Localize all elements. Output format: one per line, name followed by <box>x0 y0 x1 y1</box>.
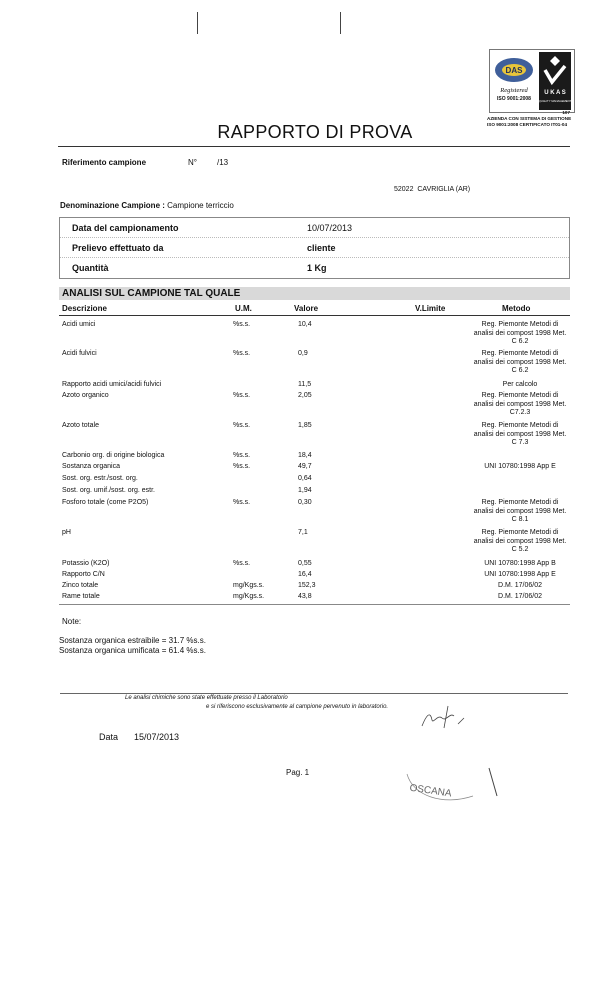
row-description: Rame totale <box>62 593 100 600</box>
row-description: Fosforo totale (come P2O5) <box>62 499 149 506</box>
row-value: 11,5 <box>298 381 312 388</box>
sample-info-row <box>60 218 569 238</box>
row-method <box>455 321 585 347</box>
footer-rule <box>60 693 568 694</box>
row-value: 43,8 <box>298 593 312 600</box>
row-method-line: analisi dei compost 1998 Met. <box>473 329 567 337</box>
row-unit: mg/Kgs.s. <box>233 582 265 589</box>
row-description: Sostanza organica <box>62 463 120 470</box>
row-method-line: Reg. Piemonte Metodi di <box>481 321 559 328</box>
row-method-line: C 6.2 <box>511 367 529 374</box>
row-method-line: D.M. 17/06/02 <box>498 593 542 600</box>
sample-info-label: Prelievo effettuato da <box>72 243 164 253</box>
row-method-line: Reg. Piemonte Metodi di <box>481 499 559 506</box>
row-value: 18,4 <box>298 452 312 459</box>
note-line-1: Sostanza organica estraibile = 31.7 %s.s. <box>59 636 206 645</box>
row-description: Potassio (K2O) <box>62 560 110 567</box>
cert-caption-1: AZIENDA CON SISTEMA DI GESTIONE <box>487 116 572 121</box>
sample-info-row <box>60 258 569 277</box>
cert-number: 107 <box>562 110 570 115</box>
sample-info-row <box>60 238 569 258</box>
row-method-line: UNI 10780:1998 App B <box>484 560 556 567</box>
row-value: 1,85 <box>298 422 312 429</box>
address <box>394 186 470 193</box>
svg-text:Registered: Registered <box>500 87 528 94</box>
row-description: Carbonio org. di origine biologica <box>62 452 165 459</box>
row-method <box>455 381 585 390</box>
svg-text:U K A S: U K A S <box>544 90 566 96</box>
row-method-line: UNI 10780:1998 App E <box>484 571 556 578</box>
row-method-line: Reg. Piemonte Metodi di <box>481 392 559 399</box>
footer-line-1: Le analisi chimiche sono state effettuate presso il Laboratorio <box>125 695 288 701</box>
row-method <box>455 582 585 591</box>
row-value: 7,1 <box>298 529 308 536</box>
row-value: 2,05 <box>298 392 312 399</box>
row-description: pH <box>62 529 71 536</box>
footer-line-2: e si riferiscono esclusivamente al campione pervenuto in laboratorio. <box>206 704 389 710</box>
cert-caption-2: ISO 9001:2008 CERTIFICATO IT01-04 <box>487 122 567 127</box>
sample-info-value: cliente <box>307 243 336 253</box>
row-value: 49,7 <box>298 463 312 470</box>
svg-text:ISO 9001:2008: ISO 9001:2008 <box>497 96 531 102</box>
header-method: Metodo <box>502 304 531 313</box>
row-method-line: D.M. 17/06/02 <box>498 582 542 589</box>
sample-info-box <box>59 217 570 279</box>
row-description: Acidi fulvici <box>62 350 97 357</box>
sample-info-label: Quantità <box>72 263 109 273</box>
row-method-line: C7.2.3 <box>509 409 531 416</box>
denomination-label: Denominazione Campione : <box>60 201 165 210</box>
page-title: RAPPORTO DI PROVA <box>217 122 413 142</box>
note-label: Note: <box>62 617 82 626</box>
address-zip: 52022 <box>394 186 414 193</box>
row-method-line: Per calcolo <box>502 381 538 388</box>
row-description: Azoto organico <box>62 392 109 399</box>
row-description: Rapporto C/N <box>62 571 105 578</box>
row-description: Sost. org. estr./sost. org. <box>62 475 138 482</box>
denomination <box>60 201 234 210</box>
row-method-line: analisi dei compost 1998 Met. <box>473 537 567 545</box>
table-bottom-rule <box>59 604 570 605</box>
row-unit: %s.s. <box>233 392 251 399</box>
reference-n-label: N° <box>188 158 197 167</box>
row-description: Acidi umici <box>62 321 96 328</box>
row-description: Rapporto acidi umici/acidi fulvici <box>62 381 162 388</box>
row-method-line: UNI 10780:1998 App E <box>484 463 556 470</box>
row-value: 152,3 <box>298 582 316 589</box>
row-unit: %s.s. <box>233 560 251 567</box>
row-value: 1,94 <box>298 487 312 494</box>
row-method-line: Reg. Piemonte Metodi di <box>481 422 559 429</box>
ukas-badge <box>539 52 571 110</box>
svg-text:OSCANA: OSCANA <box>408 782 453 800</box>
row-description: Azoto totale <box>62 422 99 429</box>
row-value: 0,30 <box>298 499 312 506</box>
row-method <box>455 499 585 525</box>
analysis-section-title: ANALISI SUL CAMPIONE TAL QUALE <box>62 288 241 299</box>
row-method <box>455 593 585 602</box>
row-unit: %s.s. <box>233 499 251 506</box>
address-city: CAVRIGLIA (AR) <box>417 186 471 193</box>
row-method-line: analisi dei compost 1998 Met. <box>473 358 567 366</box>
row-value: 10,4 <box>298 321 312 328</box>
row-unit: %s.s. <box>233 321 251 328</box>
das-badge <box>492 52 536 110</box>
row-method <box>455 392 585 418</box>
header-description: Descrizione <box>62 304 107 313</box>
svg-text:QUALITY MANAGEMENT: QUALITY MANAGEMENT <box>539 99 571 103</box>
date-value: 15/07/2013 <box>134 732 180 742</box>
row-value: 16,4 <box>298 571 312 578</box>
sample-info-label: Data del campionamento <box>72 223 179 233</box>
scan-mark <box>340 12 341 34</box>
row-method <box>455 463 585 472</box>
row-method-line: C 6.2 <box>511 338 529 345</box>
row-method-line: analisi dei compost 1998 Met. <box>473 507 567 515</box>
row-unit: %s.s. <box>233 422 251 429</box>
row-method-line: Reg. Piemonte Metodi di <box>481 350 559 357</box>
row-method <box>455 560 585 569</box>
sample-info-value: 10/07/2013 <box>307 223 353 233</box>
row-method <box>455 422 585 448</box>
row-description: Zinco totale <box>62 582 99 589</box>
row-method-line: C 5.2 <box>511 546 529 553</box>
note-line-2: Sostanza organica umificata = 61.4 %s.s. <box>59 646 206 655</box>
row-description: Sost. org. umif./sost. org. estr. <box>62 487 155 494</box>
header-value: Valore <box>294 304 319 313</box>
scan-mark <box>197 12 198 34</box>
row-method <box>455 571 585 580</box>
header-limit: V.Limite <box>415 304 446 313</box>
row-value: 0,64 <box>298 475 312 482</box>
analysis-section-bar <box>59 287 570 300</box>
title-rule <box>58 146 570 147</box>
row-method-line: Reg. Piemonte Metodi di <box>481 529 559 536</box>
row-unit: %s.s. <box>233 463 251 470</box>
row-method-line: C 8.1 <box>511 516 529 523</box>
page-number: Pag. 1 <box>286 768 310 777</box>
row-unit: %s.s. <box>233 350 251 357</box>
row-value: 0,9 <box>298 350 308 357</box>
stamp <box>403 766 479 810</box>
reference-label: Riferimento campione <box>62 158 147 167</box>
header-rule <box>59 315 570 316</box>
row-method <box>455 529 585 555</box>
signature <box>418 702 468 730</box>
row-method-line: analisi dei compost 1998 Met. <box>473 400 567 408</box>
row-unit: mg/Kgs.s. <box>233 593 265 600</box>
row-method-line: C 7.3 <box>511 439 529 446</box>
row-method-line: analisi dei compost 1998 Met. <box>473 430 567 438</box>
date-label: Data <box>99 732 119 742</box>
certification-logo <box>489 49 575 113</box>
header-unit: U.M. <box>235 304 252 313</box>
sample-info-value: 1 Kg <box>307 263 327 273</box>
denomination-value: Campione terriccio <box>167 201 234 210</box>
row-value: 0,55 <box>298 560 312 567</box>
reference-number: /13 <box>217 158 229 167</box>
row-method <box>455 350 585 376</box>
svg-text:DAS: DAS <box>505 66 523 75</box>
row-unit: %s.s. <box>233 452 251 459</box>
